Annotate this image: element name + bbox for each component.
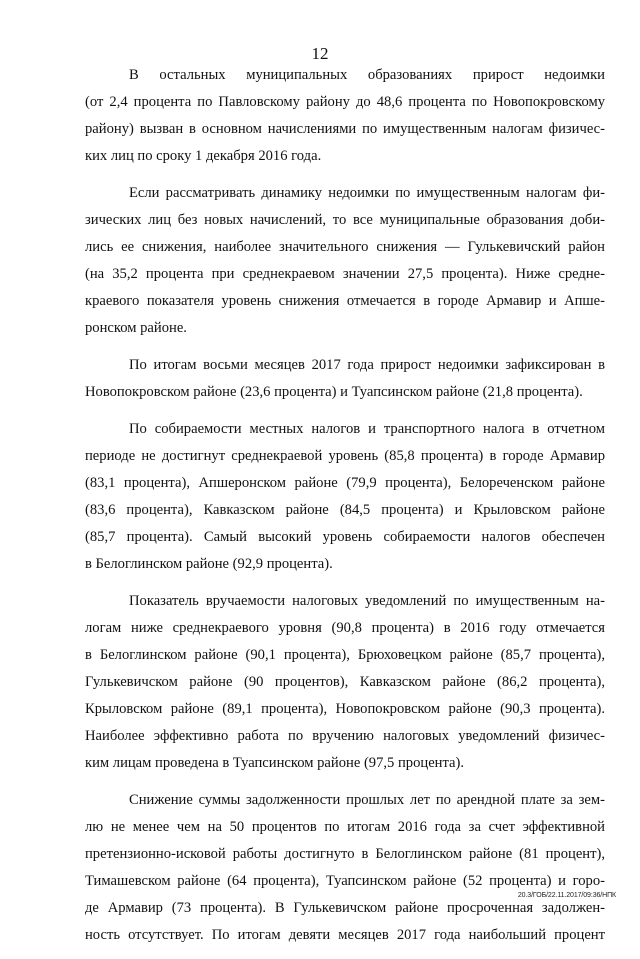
text-line: По собираемости местных налогов и транспортного налога в отчетном bbox=[129, 421, 605, 437]
document-footer-code: 20.3/ГОБ/22.11.2017/09:36/НПК bbox=[517, 892, 616, 899]
text-line: краевого показателя уровень снижения отмечается в городе Армавир и Апше- bbox=[85, 293, 605, 309]
text-line: Гулькевичском районе (90 процентов), Кавказском районе (86,2 процента), bbox=[85, 674, 605, 690]
text-line: Наиболее эффективно работа по вручению налоговых уведомлений физичес- bbox=[85, 728, 605, 744]
text-line: логам ниже среднекраевого уровня (90,8 процента) в 2016 году отмечается bbox=[85, 620, 605, 636]
text-line: претензионно-исковой работы достигнуто в Белоглинском районе (81 процент), bbox=[85, 846, 605, 862]
paragraph bbox=[85, 787, 605, 949]
document-body bbox=[85, 62, 605, 959]
text-line: Показатель вручаемости налоговых уведомлений по имущественным на- bbox=[129, 593, 605, 609]
paragraph bbox=[85, 588, 605, 777]
text-line: В остальных муниципальных образованиях прирост недоимки bbox=[129, 67, 605, 83]
text-line: в Белоглинском районе (90,1 процента), Брюховецком районе (85,7 процента), bbox=[85, 647, 605, 663]
text-line: Снижение суммы задолженности прошлых лет по арендной плате за зем- bbox=[129, 792, 605, 808]
text-line: Если рассматривать динамику недоимки по имущественным налогам фи- bbox=[129, 185, 605, 201]
text-line: ронском районе. bbox=[85, 320, 187, 336]
paragraph bbox=[85, 416, 605, 578]
paragraph bbox=[85, 62, 605, 170]
text-line: ность отсутствует. По итогам девяти месяцев 2017 года наибольший процент bbox=[85, 927, 605, 943]
paragraph bbox=[85, 352, 605, 406]
text-line: ким лицам проведена в Туапсинском районе (97,5 процента). bbox=[85, 755, 465, 771]
text-line: в Белоглинском районе (92,9 процента). bbox=[85, 556, 333, 572]
page-number: 12 bbox=[311, 44, 329, 63]
text-line: зических лиц без новых начислений, то все муниципальные образования доби- bbox=[85, 212, 605, 228]
text-line: лись ее снижения, наиболее значительного снижения — Гулькевичский район bbox=[85, 239, 605, 255]
text-line: де Армавир (73 процента). В Гулькевичском районе просроченная задолжен- bbox=[85, 900, 605, 916]
paragraph bbox=[85, 180, 605, 342]
text-line: (от 2,4 процента по Павловскому району до 48,6 процента по Новопокровскому bbox=[85, 94, 605, 110]
text-line: Тимашевском районе (64 процента), Туапсинском районе (52 процента) и горо- bbox=[85, 873, 605, 889]
text-line: району) вызван в основном начислениями по имущественным налогам физичес- bbox=[85, 121, 605, 137]
text-line: (83,1 процента), Апшеронском районе (79,9 процента), Белореченском районе bbox=[85, 475, 605, 491]
text-line: (83,6 процента), Кавказском районе (84,5 процента) и Крыловском районе bbox=[85, 502, 605, 518]
text-line: ких лиц по сроку 1 декабря 2016 года. bbox=[85, 148, 322, 164]
text-line: По итогам восьми месяцев 2017 года прирост недоимки зафиксирован в bbox=[129, 357, 605, 373]
text-line: периоде не достигнут среднекраевой уровень (85,8 процента) в городе Армавир bbox=[85, 448, 605, 464]
text-line: Крыловском районе (89,1 процента), Новопокровском районе (90,3 процента). bbox=[85, 701, 605, 717]
text-line: (на 35,2 процента при среднекраевом значении 27,5 процента). Ниже средне- bbox=[85, 266, 605, 282]
text-line: лю не менее чем на 50 процентов по итогам 2016 года за счет эффективной bbox=[85, 819, 605, 835]
text-line: (85,7 процента). Самый высокий уровень собираемости налогов обеспечен bbox=[85, 529, 605, 545]
text-line: Новопокровском районе (23,6 процента) и Туапсинском районе (21,8 процента). bbox=[85, 384, 583, 400]
